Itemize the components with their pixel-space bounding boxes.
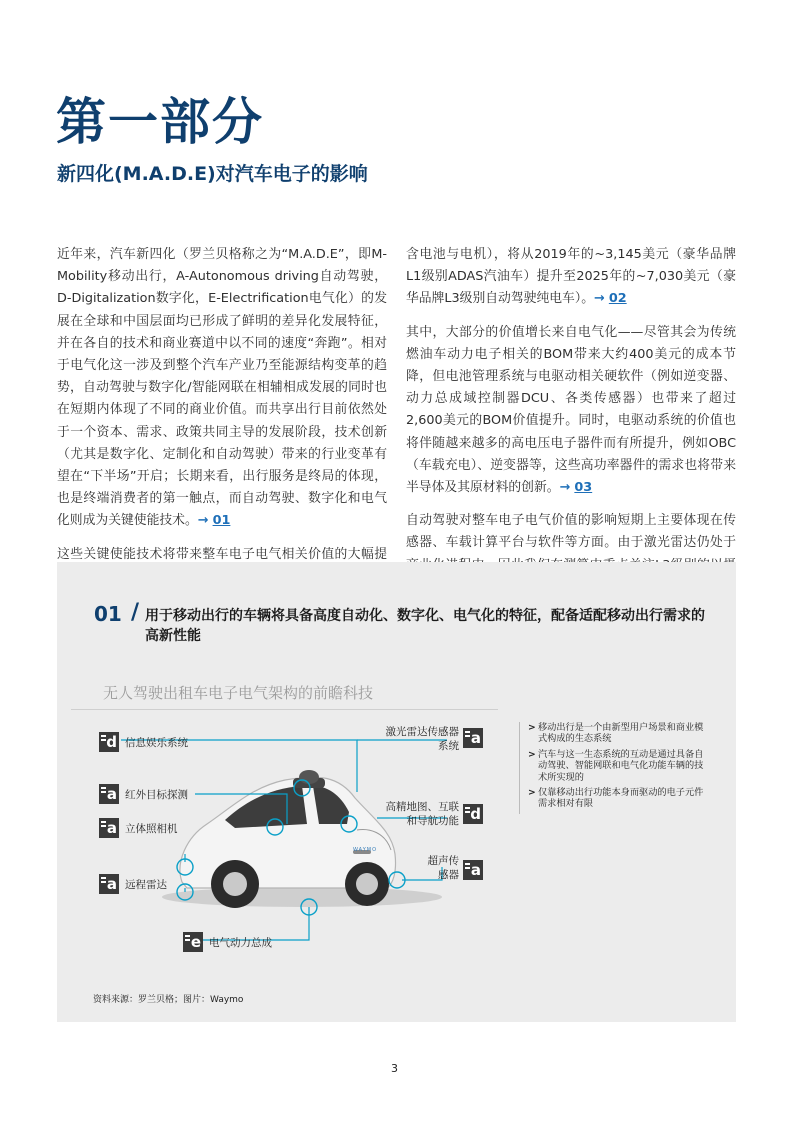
label-line: 超声传 [427, 855, 459, 867]
digitalization-icon: d [99, 732, 119, 752]
note-item: > 仅靠移动出行功能本身而驱动的电子元件需求相对有限 [528, 787, 706, 810]
label-hd-maps [367, 800, 459, 828]
label-infrared: 红外目标探测 [125, 789, 188, 801]
paragraph: 自动驾驶对整车电子电气价值的影响短期上主要体现在传感器、车载计算平台与软件等方面。由于激光雷达仍处于 [406, 513, 736, 551]
arrow-right-icon: → [559, 480, 571, 496]
figure-source: 资料来源：罗兰贝格；图片：Waymo [93, 995, 244, 1005]
section-subtitle: 新四化(M.A.D.E)对汽车电子的影响 [57, 163, 368, 185]
note-item: > 移动出行是一个由新型用户场景和商业模式构成的生态系统 [528, 722, 706, 745]
figure-notes [519, 722, 706, 814]
paragraph [406, 244, 736, 311]
reference-link-03[interactable]: 03 [574, 480, 593, 496]
autonomous-icon: a [99, 784, 119, 804]
digitalization-icon: d [463, 804, 483, 824]
right-text-column [406, 244, 736, 610]
section-title: 第一部分 [56, 93, 264, 151]
label-line: 和导航功能 [406, 815, 459, 827]
label-line: 高精地图、互联 [385, 801, 459, 813]
figure-subtitle: 无人驾驶出租车电子电气架构的前瞻科技 [103, 684, 374, 702]
label-powertrain: 电气动力总成 [209, 937, 272, 949]
figure-title: 用于移动出行的车辆将具备高度自动化、数字化、电气化的特征，配备适配移动出行需求的高新性能 [145, 608, 705, 644]
paragraph-text: 其中，大部分的价值增长来自电气化——尽管其会为传统燃油车动力电子相关的BOM带来大约400美元的成本节降，但电池管理系统与电驱动相关硬软件（例如逆变器、动力总成域控制器DCU、各类传感器）也带来了超过2,600美元的BOM价值提升。同时，电驱动系统的价值也将伴随越来越多的高电压电子器件而有所提升，例如OBC（车载充电）、逆变器等，这些高功率器件的需求也将带来半导体及其原材料的创新。 [406, 324, 736, 496]
label-lidar [367, 725, 459, 753]
paragraph-text: 含电池与电机），将从2019年的~3,145美元（豪华品牌 L1级别ADAS汽油车）提升至2025年的~7,030美元（豪华品牌L3级别自动驾驶纯电车）。 [406, 247, 736, 307]
car-brand-logo: WAYMO [353, 847, 378, 853]
paragraph: 这些关键使能技术将带来整车电子电气相关价值的大幅提 [57, 546, 387, 562]
label-stereo-camera: 立体照相机 [125, 823, 178, 835]
arrow-right-icon: → [197, 513, 209, 529]
label-ultrasonic [397, 854, 459, 882]
page-number: 3 [391, 1062, 398, 1075]
label-line: 激光雷达传感器 [385, 726, 459, 738]
figure-panel [57, 562, 736, 1022]
figure-slash: / [131, 600, 140, 625]
paragraph-text: 近年来，汽车新四化（罗兰贝格称之为“M.A.D.E”，即M-Mobility移动出行，A-Autonomous driving自动驾驶，D-Digitalization数字化，E-Electrification电气化）的发展在全球和中国层面均已形成了鲜明的差异化发展特征，并在各自的技术和商业赛道中以不同的速度“奔跑”。相对于电气化这一涉及到整个汽车产业乃至能源结构变革的趋势，自动驾驶与数字化/智能网联在相辅相成发展的同时也在短期内体现了不同的商业价值。而共享出行目前依然处于一个资本、需求、政策共同主导的发展阶段，技术创新（尤其是数字化、定制化和自动驾驶）带来的行业变革有望在“下半场”开启；长期来看，出行服务是终局的体现，也是终端消费者的第一触点，而自动驾驶、数字化和电气化则成为关键使能技术。 [57, 247, 387, 529]
reference-link-02[interactable]: 02 [608, 291, 627, 307]
reference-link-01[interactable]: 01 [212, 513, 231, 529]
paragraph [57, 244, 387, 533]
autonomous-icon: a [99, 874, 119, 894]
figure-number: 01 [94, 602, 122, 626]
autonomous-icon: a [463, 860, 483, 880]
autonomous-icon: a [99, 818, 119, 838]
autonomous-icon: a [463, 728, 483, 748]
label-long-range-radar: 远程雷达 [125, 879, 167, 891]
label-line: 感器 [438, 869, 459, 881]
label-infotainment: 信息娱乐系统 [125, 737, 188, 749]
paragraph [406, 322, 736, 500]
arrow-right-icon: → [594, 291, 605, 307]
label-line: 系统 [438, 740, 459, 752]
electrification-icon: e [183, 932, 203, 952]
note-item: > 汽车与这一生态系统的互动是通过具备自动驾驶、智能网联和电气化功能车辆的技术所实现的 [528, 749, 706, 783]
